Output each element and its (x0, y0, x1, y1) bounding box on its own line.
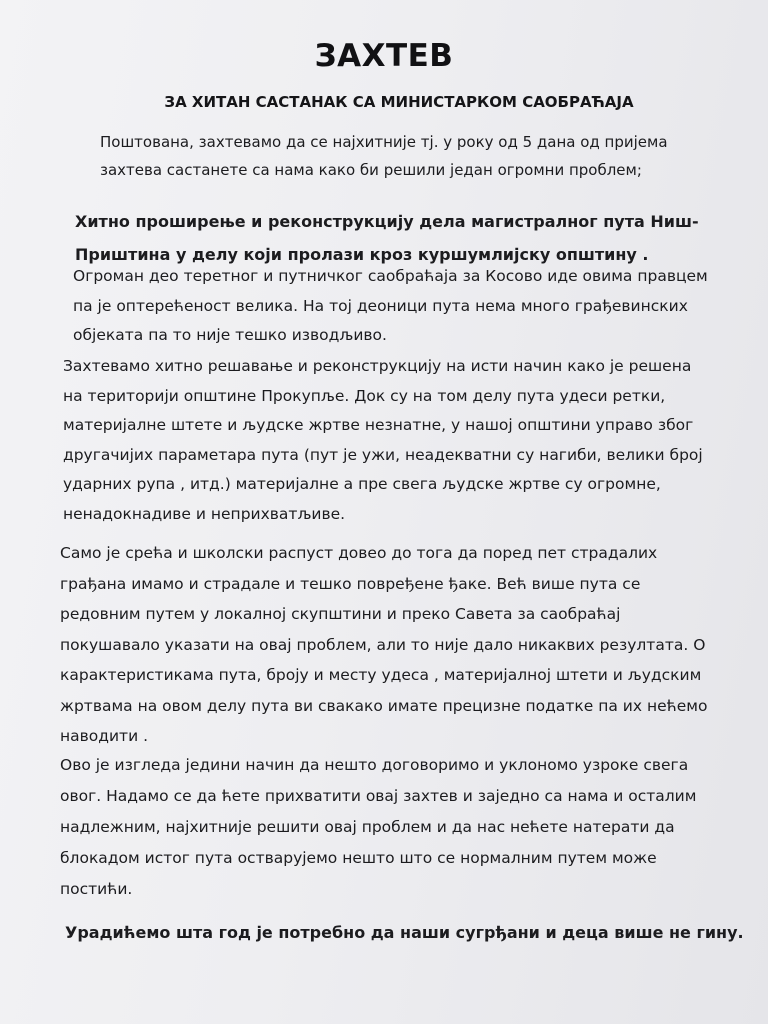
text-line: захтева састанете са нама како би решили један огромни проблем; (100, 161, 642, 179)
text-line: Хитно проширење и реконструкцију дела магистралног пута Ниш- (75, 212, 699, 231)
text-line: материјалне штете и људске жртве незнатне, у нашој општини управо због (63, 416, 694, 434)
paragraph-reconstruction (63, 352, 703, 529)
paragraph-traffic (73, 262, 708, 351)
text-line: на територији општине Прокупље. Док су на том делу пута удеси ретки, (63, 386, 666, 405)
text-line: покушавало указати на овај проблем, али то није дало никаквих резултата. О (60, 635, 706, 654)
text-line: надлежним, најхитније решити овај проблем и да нас нећете натерати да (60, 818, 675, 836)
text-line: грађана имамо и страдале и тешко повређене ђаке. Већ више пута се (60, 574, 641, 593)
text-line: карактеристикама пута, броју и месту удеса , материјалној штети и људским (60, 666, 702, 684)
text-line: редовним путем у локалној скупштини и преко Савета за саобраћај (60, 605, 621, 623)
text-line: блокадом истог пута остварујемо нешто што се нормалним путем може (60, 849, 657, 867)
text-line: Урадићемо шта год је потребно да наши сугрђани и деца више не гину. (65, 923, 744, 942)
paragraph-agreement (60, 750, 696, 905)
text-line: објеката па то није тешко изводљиво. (73, 326, 387, 344)
text-line: ударних рупа , итд.) материјалне а пре свега људске жртве су огромне, (63, 475, 661, 493)
text-line: Само је срећа и школски распуст довео до тога да поред пет страдалих (60, 544, 658, 562)
closing-statement (65, 918, 744, 948)
text-line: Ово је изгледа једини начин да нешто договоримо и уклономо узроке свега (60, 756, 689, 774)
text-line: другачијих параметара пута (пут је ужи, неадекватни су нагиби, велики број (63, 445, 703, 464)
greeting-paragraph (100, 128, 668, 184)
text-line: постићи. (60, 880, 133, 898)
text-line: Поштована, захтевамо да се најхитније тј. у року од 5 дана од пријема (100, 133, 668, 151)
text-line: Захтевамо хитно решавање и реконструкцију на исти начин како је решена (63, 357, 692, 375)
text-line: ненадокнадиве и неприхватљиве. (63, 504, 346, 523)
text-line: наводити . (60, 727, 148, 745)
text-line: па је оптерећеност велика. На тој деоници пута нема много грађевинских (73, 296, 688, 315)
text-line: Огроман део теретног и путничког саобраћаја за Косово иде овима правцем (73, 267, 708, 285)
document-subtitle: ЗА ХИТАН САСТАНАК СА МИНИСТАРКОМ САОБРАЋАЈА (164, 93, 634, 111)
text-line: овог. Надамо се да ћете прихватити овај захтев и заједно са нама и осталим (60, 787, 697, 805)
document-title: ЗАХТЕВ (314, 38, 454, 74)
text-line: Приштина у делу који пролази кроз куршумлијску општину . (75, 245, 649, 264)
text-line: жртвама на овом делу пута ви свакако имате прецизне податке па их нећемо (60, 696, 708, 715)
paragraph-victims (60, 538, 707, 752)
